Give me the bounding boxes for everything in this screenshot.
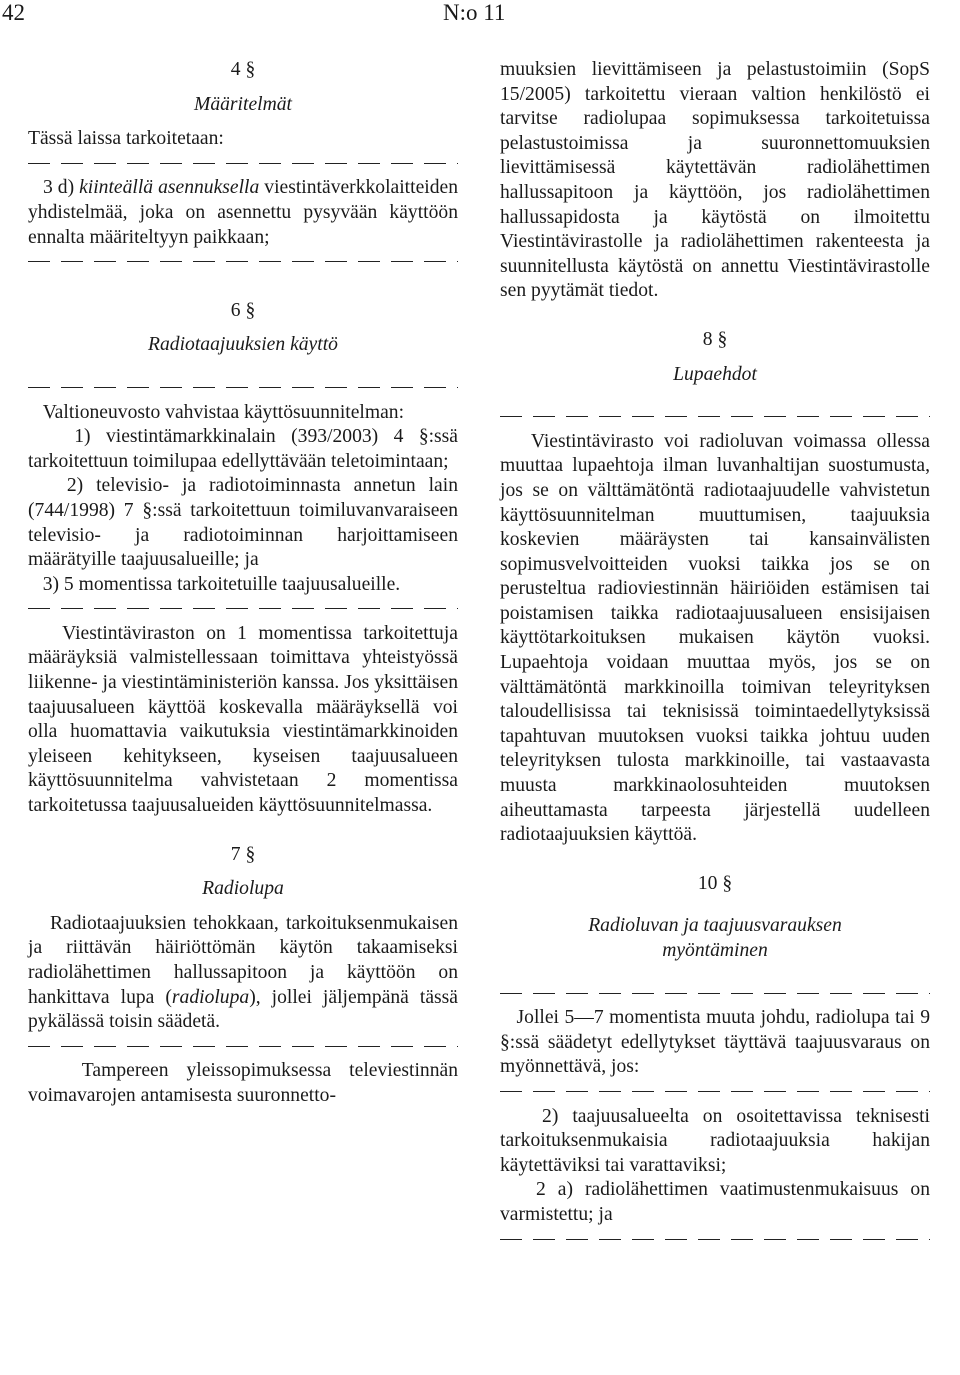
defined-term: radiolupa	[171, 986, 250, 1008]
section-6-number: 6 §	[230, 299, 256, 321]
omission-dashes	[500, 1228, 930, 1253]
section-6-paragraph: Valtioneuvosto vahvistaa käyttösuunnitelman:	[42, 401, 405, 423]
issue-number: N:o 11	[443, 0, 506, 25]
section-7-paragraph-2: Tampereen yleissopimuksessa televiestinnän voimavarojen antamisesta suuronnetto-	[28, 1060, 458, 1106]
section-6-item-1: 1) viestintämarkkinalain (393/2003) 4 §:ssä tarkoitettuun toimilupaa edellyttävään teletoimintaan;	[28, 426, 459, 472]
section-10-item-2a: 2 a) radiolähettimen vaatimustenmukaisuus on varmistettu; ja	[500, 1179, 930, 1225]
section-10-paragraph: Jollei 5—7 momentista muuta johdu, radiolupa tai 9 §:ssä säädetyt edellytykset täyttävä taajuusvaraus on myönnettävä, jos:	[500, 1007, 930, 1078]
section-6-item-2: 2) televisio- ja radiotoiminnasta annetun lain (744/1998) 7 §:ssä tarkoitettuun toimiluvanvaraiseen televisio- ja radiotoiminnan harjoittamiseen määrätyille taajuusalueille; ja	[28, 475, 458, 571]
section-7-paragraph-1: Radiotaajuuksien tehokkaan, tarkoituksenmukaisen ja riittävän häiriöttömän käytön takaamiseksi radiolähettimen hallussapitoon ja käyttöön on hankittava lupa (radiolupa), jollei jäljempänä tässä pykälässä toisin säädetä.	[28, 912, 458, 1033]
left-column	[28, 58, 458, 1109]
omission-dashes	[500, 405, 930, 430]
section-4-title: Määritelmät	[194, 93, 292, 115]
section-8-number: 8 §	[702, 328, 728, 350]
omission-dashes	[28, 1035, 458, 1060]
section-7-title: Radiolupa	[202, 878, 284, 900]
section-10-title-line-2: myöntäminen	[662, 940, 768, 961]
omission-dashes	[500, 982, 930, 1007]
section-8-paragraph: Viestintävirasto voi radioluvan voimassa ollessa muuttaa lupaehtoja ilman luvanhaltijan suostumusta, jos se on välttämätöntä radiotaajuudelle vahvistetun käyttösuunnitelman muuttumisen, taajuuksia koskevien määräysten tai kansainvälisten sopimusvelvoitteiden vuoksi taikka jos se on perusteltua radioviestinnän häiriöiden estämisen tai poistamisen taikka radiotaajuusalueen ensisijaisen käyttötarkoituksen mukaisen käytön vuoksi. Lupaehtoja voidaan muuttaa myös, jos se on välttämätöntä markkinoilla toimivan teleyrityksen taloudellisissa tai teknisissä toimintaedellytyksissä tapahtuvan muutoksen vuoksi taikka johtuu uuden teleyrityksen tulosta markkinoille, tai vastaavasta muusta markkinaolosuhteiden muutoksen aiheuttamasta tarpeesta järjestellä uudelleen radiotaajuuksien käyttöä.	[500, 430, 930, 846]
section-7-number: 7 §	[230, 843, 256, 865]
omission-dashes	[28, 152, 458, 177]
section-4-number: 4 §	[230, 59, 256, 80]
section-8-title: Lupaehdot	[673, 363, 757, 385]
section-4-item: 3 d) kiinteällä asennuksella viestintäverkkolaitteiden yhdistelmää, joka on asennettu pysyvään käyttöön ennalta määriteltyyn paikkaan;	[28, 177, 459, 248]
page-header	[0, 0, 960, 40]
section-10-number: 10 §	[697, 872, 733, 894]
omission-dashes	[500, 1080, 930, 1105]
defined-term: kiinteällä asennuksella	[79, 177, 260, 199]
omission-dashes	[28, 250, 458, 275]
right-column	[500, 58, 930, 1252]
section-4-intro: Tässä laissa tarkoitetaan:	[28, 128, 224, 150]
section-6-title: Radiotaajuuksien käyttö	[148, 334, 338, 356]
omission-dashes	[28, 597, 458, 622]
continued-paragraph: muuksien lievittämiseen ja pelastustoimiin (SopS 15/2005) tarkoitettu vieraan valtion henkilöstö ei tarvitse radiolupaa sopimuksessa tarkoitetuissa pelastustoimissa ja suuronnettomuuksien lievittämisessä käytettävän radiolähettimen hallussapitoon ja käyttöön, jos radiolähettimen hallussapidosta ja käytöstä on ilmoitettu Viestintävirastolle ja radiolähettimen rakenteesta ja suunnitellusta käytöstä on annettu Viestintävirastolle sen pyytämät tiedot.	[500, 59, 930, 302]
section-10-item-2: 2) taajuusalueelta on osoitettavissa teknisesti tarkoituksenmukaisia radiotaajuuksia hakijan käytettäviksi tai varattaviksi;	[500, 1105, 930, 1176]
section-6-paragraph-5: Viestintäviraston on 1 momentissa tarkoitettuja määräyksiä valmistellessaan toimittava yhteistyössä liikenne- ja viestintäministeriön kanssa. Jos yksittäisen taajuusalueen käyttöä koskevalla määräyksellä voi olla huomattavia vaikutuksia viestintämarkkinoiden yleiseen kehitykseen, kyseisen taajuusalueen käyttösuunnitelma vahvistetaan 2 momentissa tarkoitetussa taajuusalueiden käyttösuunnitelmassa.	[28, 622, 458, 817]
section-10-title-line-1: Radioluvan ja taajuusvarauksen	[588, 915, 842, 937]
section-6-item-3: 3) 5 momentissa tarkoitetuille taajuusalueille.	[42, 573, 401, 595]
page-number: 42	[2, 0, 25, 25]
omission-dashes	[28, 376, 458, 401]
